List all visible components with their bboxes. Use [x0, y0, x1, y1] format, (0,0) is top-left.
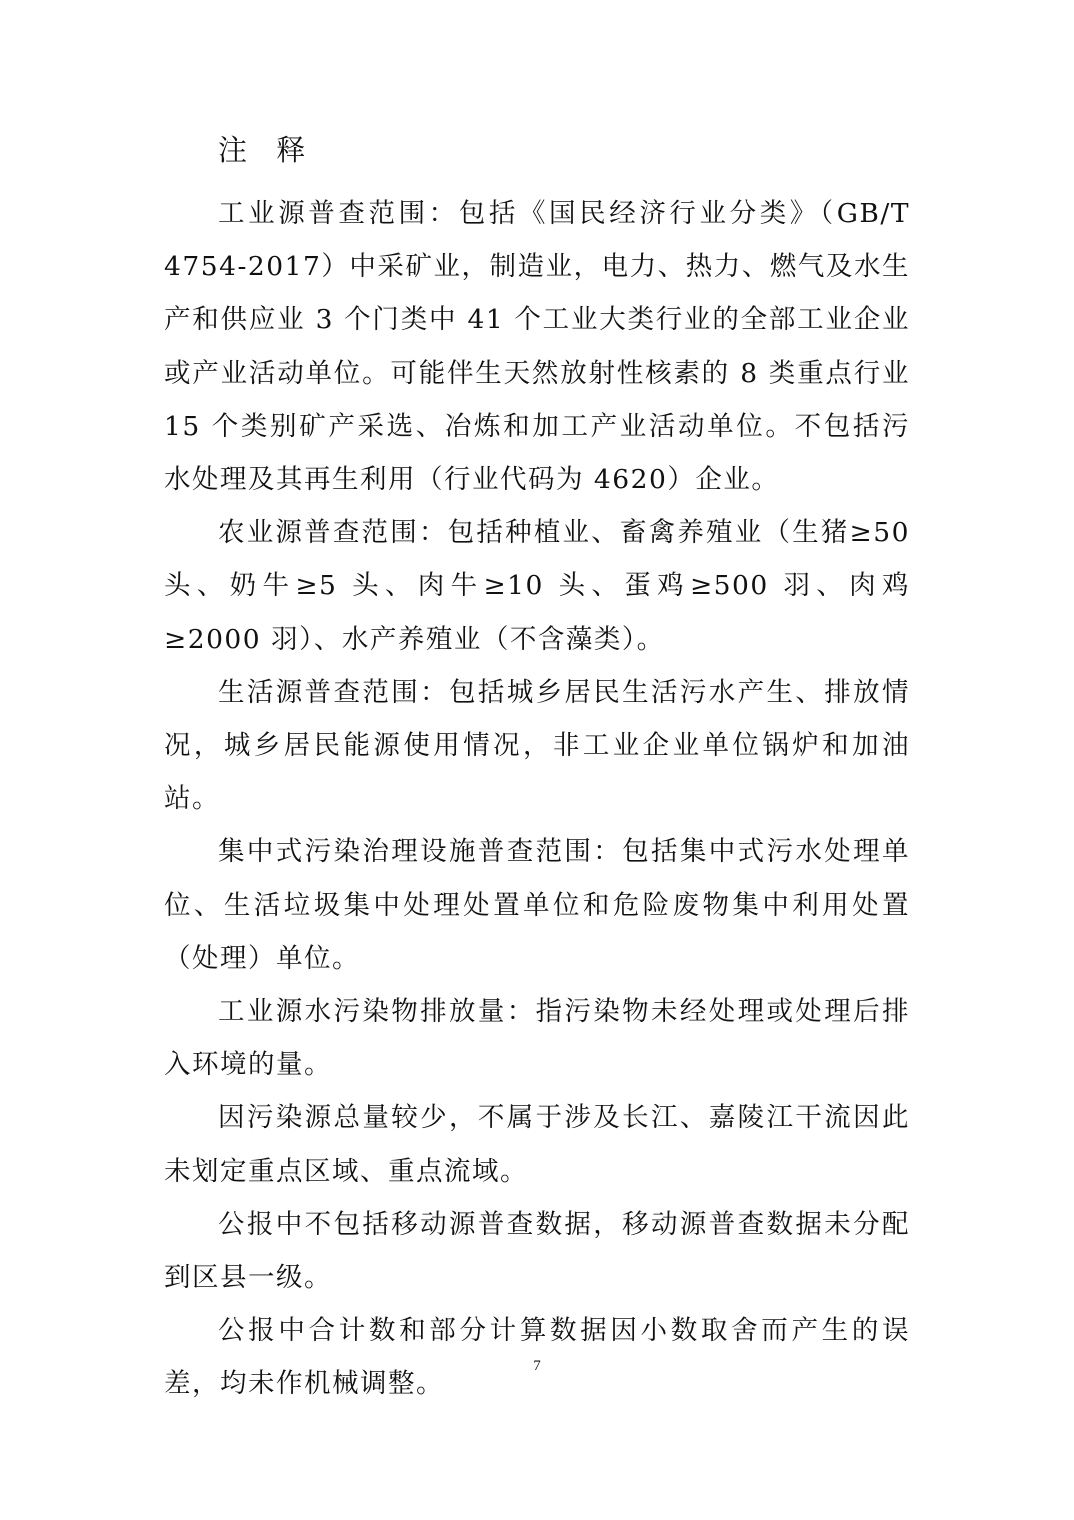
note-paragraph-mobile-sources: 公报中不包括移动源普查数据，移动源普查数据未分配到区县一级。	[164, 1208, 910, 1294]
note-paragraph-key-regions: 因污染源总量较少，不属于涉及长江、嘉陵江干流因此未划定重点区域、重点流域。	[164, 1102, 910, 1187]
note-paragraph-domestic-scope: 生活源普查范围：包括城乡居民生活污水产生、排放情况，城乡居民能源使用情况，非工业企业单位锅炉和加油站。	[164, 676, 910, 815]
page-number: 7	[533, 1358, 541, 1374]
note-paragraph-industrial-water-emission: 工业源水污染物排放量：指污染物未经处理或处理后排入环境的量。	[164, 996, 910, 1081]
page-title: 注 释	[218, 133, 316, 167]
note-paragraph-rounding: 公报中合计数和部分计算数据因小数取舍而产生的误差，均未作机械调整。	[164, 1315, 910, 1400]
note-paragraph-centralized-facilities-scope: 集中式污染治理设施普查范围：包括集中式污水处理单位、生活垃圾集中处理处置单位和危险废物集中利用处置（处理）单位。	[164, 836, 910, 974]
note-paragraph-industrial-scope: 工业源普查范围：包括《国民经济行业分类》（GB/T 4754-2017）中采矿业，制造业，电力、热力、燃气及水生产和供应业 3 个门类中 41 个工业大类行业的全部工业企业或产业活动单位。可能伴生天然放射性核素的 8 类重点行业 15 个类别矿产采选、冶炼和加工产业活动单位。不包括污水处理及其再生利用（行业代码为 4620）企业。	[164, 198, 910, 496]
notes-body	[164, 187, 910, 1411]
note-paragraph-agricultural-scope: 农业源普查范围：包括种植业、畜禽养殖业（生猪≥50 头、奶牛≥5 头、肉牛≥10 头、蛋鸡≥500 羽、肉鸡≥2000 羽）、水产养殖业（不含藻类）。	[164, 517, 910, 655]
